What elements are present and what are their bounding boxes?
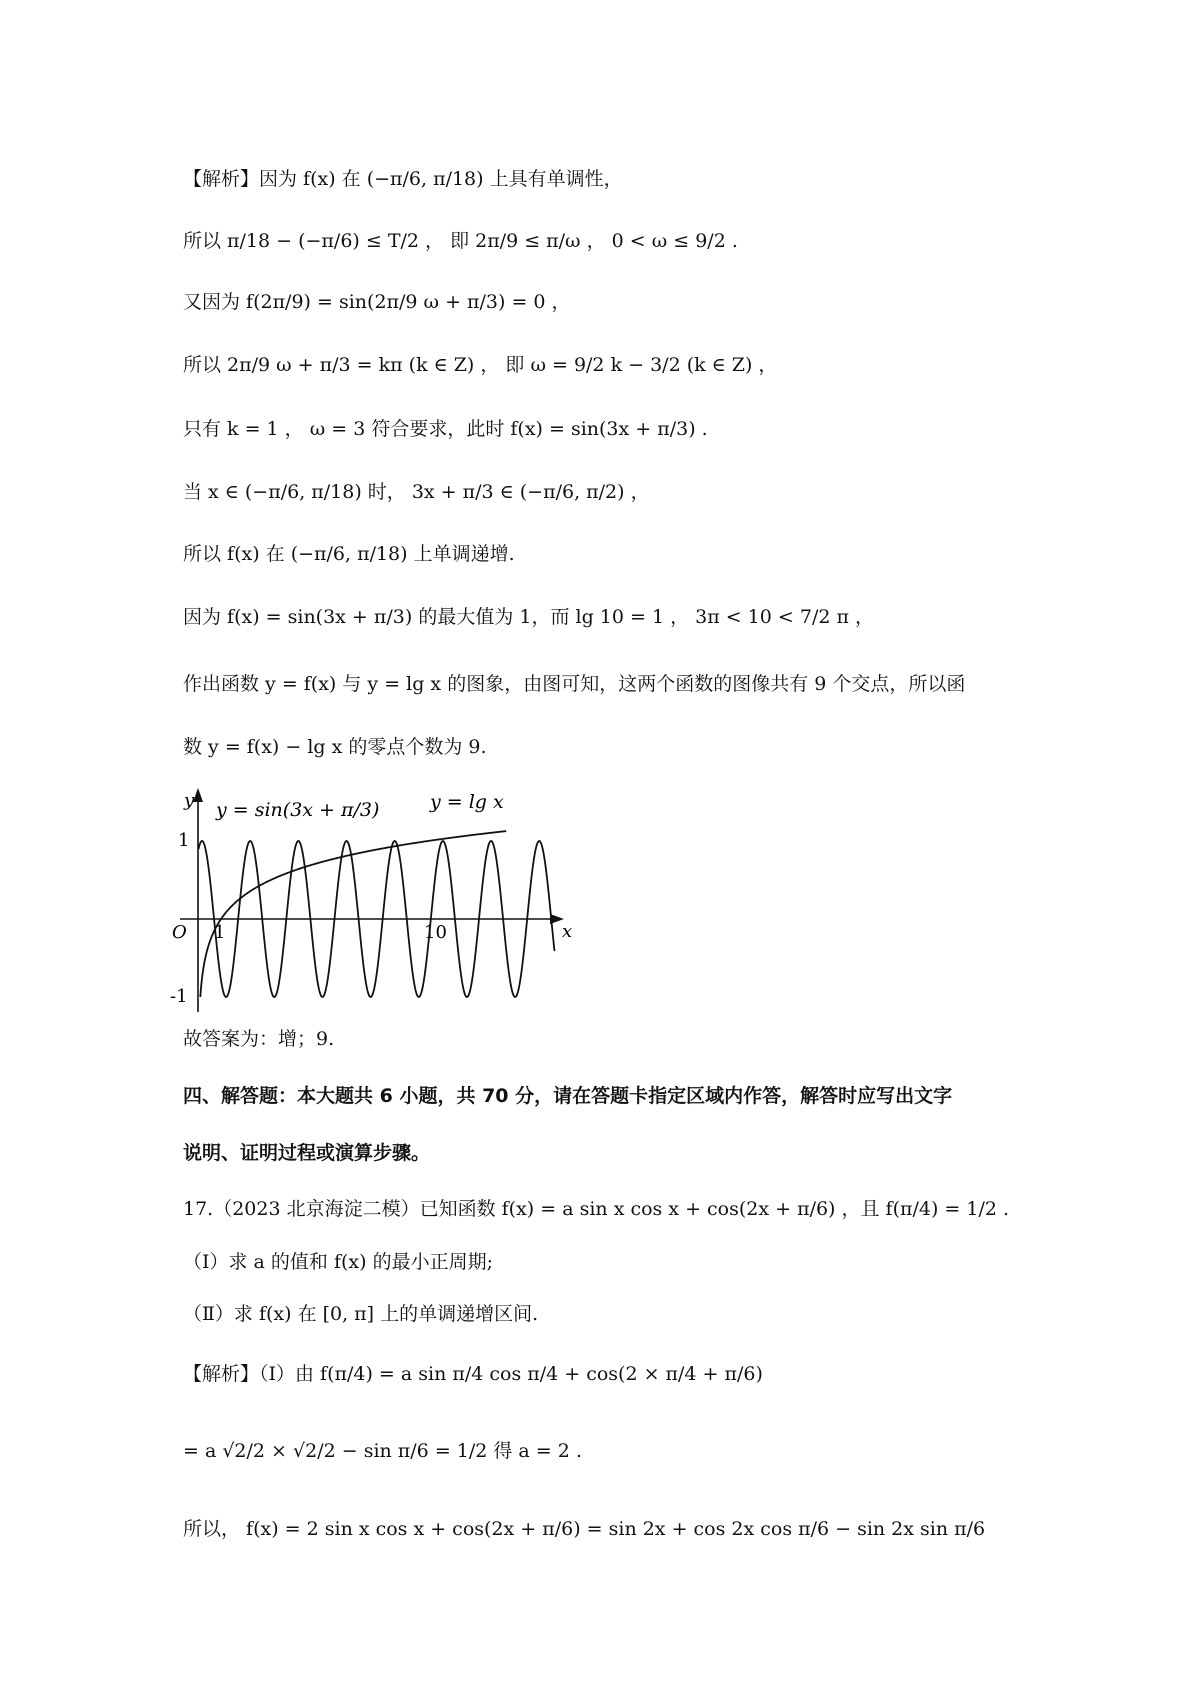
- solution-line-9: 作出函数 y = f(x) 与 y = lg x 的图象，由图可知，这两个函数的图像共有 9 个交点，所以函: [183, 673, 966, 695]
- tick-label-x-1: 1: [214, 922, 226, 943]
- tick-label-x-10: 10: [424, 922, 447, 943]
- problem-17-solution-line-3: 所以， f(x) = 2 sin x cos x + cos(2x + π/6) = sin 2x + cos 2x cos π/6 − sin 2x sin π/6: [183, 1518, 986, 1540]
- section-title-line-1: 四、解答题：本大题共 6 小题，共 70 分，请在答题卡指定区域内作答，解答时应写出文字: [183, 1085, 953, 1107]
- tick-label-y-1: 1: [178, 830, 190, 851]
- problem-17-solution-line-2: = a √2/2 × √2/2 − sin π/6 = 1/2 得 a = 2 .: [183, 1440, 582, 1462]
- y-axis-arrow: [193, 788, 203, 802]
- y-axis-label: y: [184, 790, 195, 811]
- problem-17-part-2: （Ⅱ）求 f(x) 在 [0, π] 上的单调递增区间.: [183, 1303, 539, 1325]
- function-graph: [170, 786, 578, 1016]
- x-axis-label: x: [562, 921, 573, 942]
- solution-line-7: 所以 f(x) 在 (−π/6, π/18) 上单调递增.: [183, 543, 515, 565]
- solution-line-6: 当 x ∈ (−π/6, π/18) 时， 3x + π/3 ∈ (−π/6, π/2) ，: [183, 481, 650, 503]
- solution-line-2: 所以 π/18 − (−π/6) ≤ T/2 ， 即 2π/9 ≤ π/ω ， 0 < ω ≤ 9/2 .: [183, 230, 738, 252]
- solution-line-1: 【解析】因为 f(x) 在 (−π/6, π/18) 上具有单调性，: [183, 168, 623, 190]
- sin-curve-label: y = sin(3x + π/3): [216, 799, 380, 821]
- problem-17-statement: 17.（2023 北京海淀二模）已知函数 f(x) = a sin x cos x + cos(2x + π/6) ，且 f(π/4) = 1/2 .: [183, 1198, 1010, 1220]
- answer-line: 故答案为：增；9.: [183, 1028, 335, 1050]
- section-title-line-2: 说明、证明过程或演算步骤。: [183, 1142, 431, 1164]
- tick-label-y-neg-1: -1: [170, 986, 188, 1007]
- solution-line-3: 又因为 f(2π/9) = sin(2π/9 ω + π/3) = 0 ，: [183, 291, 571, 313]
- solution-line-8: 因为 f(x) = sin(3x + π/3) 的最大值为 1，而 lg 10 = 1 ， 3π < 10 < 7/2 π ，: [183, 606, 875, 628]
- lg-curve-label: y = lg x: [430, 791, 504, 813]
- solution-line-4: 所以 2π/9 ω + π/3 = kπ (k ∈ Z) ， 即 ω = 9/2 k − 3/2 (k ∈ Z) ，: [183, 354, 778, 376]
- problem-17-part-1: （Ⅰ）求 a 的值和 f(x) 的最小正周期;: [183, 1251, 493, 1273]
- solution-line-5: 只有 k = 1 ， ω = 3 符合要求，此时 f(x) = sin(3x + π/3) .: [183, 418, 708, 440]
- solution-line-10: 数 y = f(x) − lg x 的零点个数为 9.: [183, 736, 487, 758]
- origin-label: O: [172, 922, 187, 943]
- problem-17-solution-line-1: 【解析】（Ⅰ）由 f(π/4) = a sin π/4 cos π/4 + cos(2 × π/4 + π/6): [183, 1363, 763, 1385]
